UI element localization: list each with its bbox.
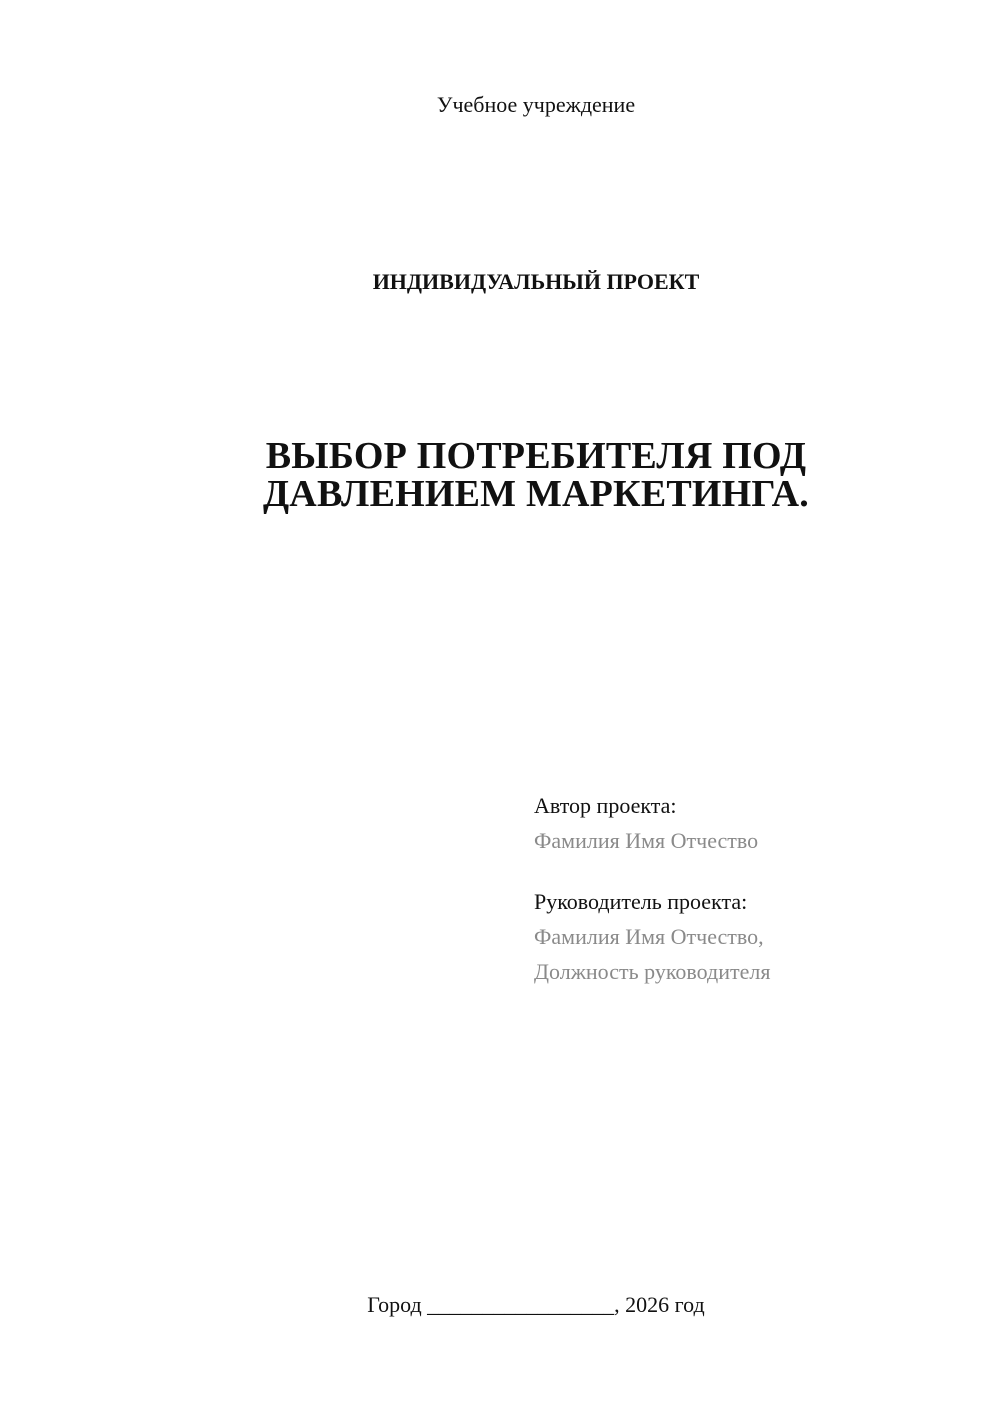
project-title-line-1: ВЫБОР ПОТРЕБИТЕЛЯ ПОД	[265, 435, 807, 477]
info-spacer	[534, 858, 974, 884]
supervisor-name: Фамилия Имя Отчество,	[534, 924, 764, 949]
supervisor-label: Руководитель проекта:	[534, 889, 748, 914]
project-title-line-2: ДАВЛЕНИЕМ МАРКЕТИНГА.	[262, 473, 810, 515]
supervisor-position: Должность руководителя	[534, 959, 771, 984]
city-year-footer: Город _________________, 2026 год	[367, 1292, 705, 1317]
project-title	[0, 437, 1000, 513]
document-type-heading: ИНДИВИДУАЛЬНЫЙ ПРОЕКТ	[372, 269, 700, 294]
project-info-block	[534, 788, 974, 989]
author-name: Фамилия Имя Отчество	[534, 828, 759, 853]
author-label: Автор проекта:	[534, 793, 677, 818]
institution-name: Учебное учреждение	[436, 92, 636, 117]
